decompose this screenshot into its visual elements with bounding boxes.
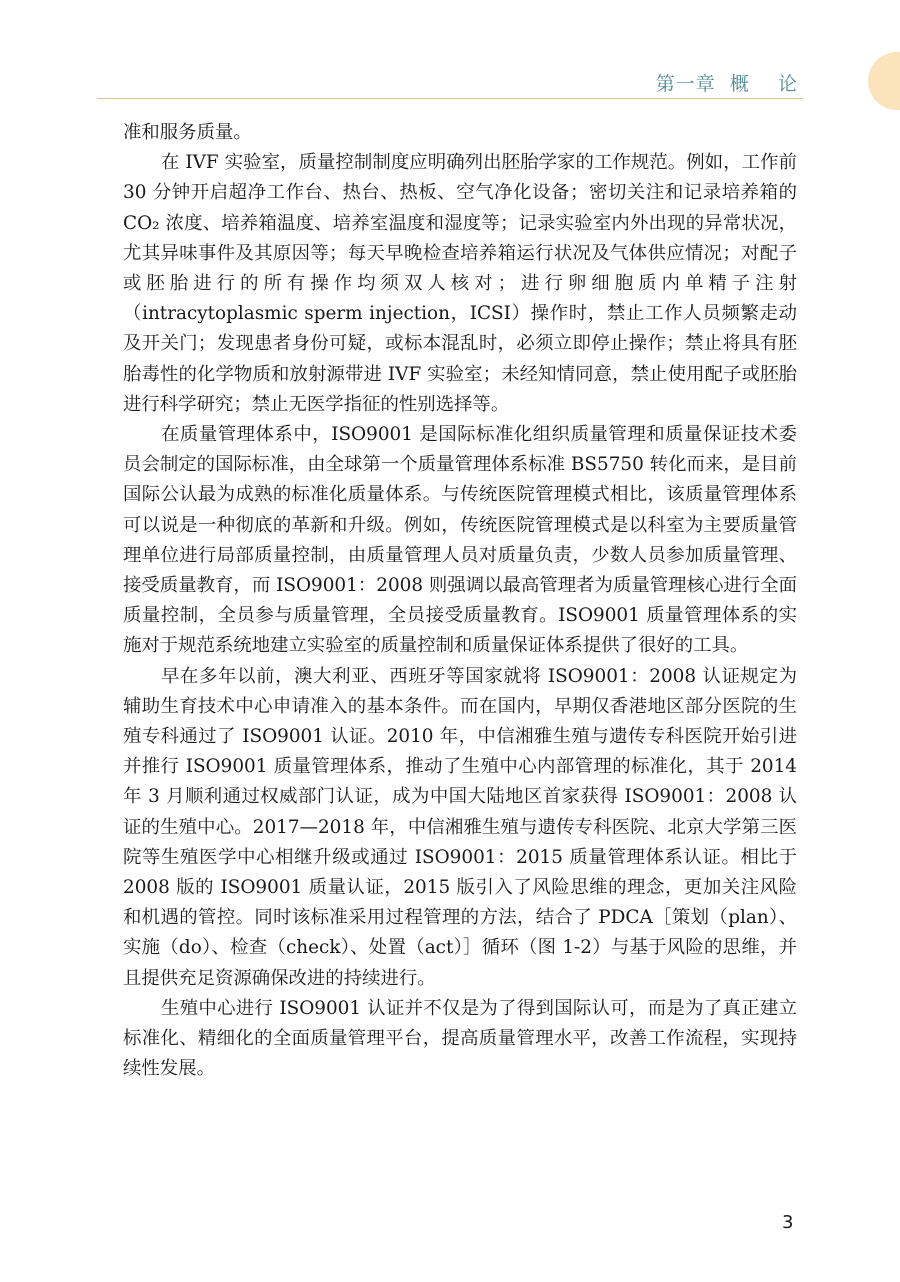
page-number: 3 (782, 1212, 794, 1233)
body-text (123, 118, 797, 1085)
header-divider (97, 98, 803, 99)
paragraph-iso9001-history: 早在多年以前，澳大利亚、西班牙等国家就将 ISO9001：2008 认证规定为辅助生育技术中心申请准入的基本条件。而在国内，早期仅香港地区部分医院的生殖专科通过了 ISO9001 认证。2010 年，中信湘雅生殖与遗传专科医院开始引进并推行 ISO9001 质量管理体系，推动了生殖中心内部管理的标准化，其于 2014 年 3 月顺利通过权威部门认证，成为中国大陆地区首家获得 ISO9001：2008 认证的生殖中心。2017—2018 年，中信湘雅生殖与遗传专科医院、北京大学第三医院等生殖医学中心相继升级或通过 ISO9001：2015 质量管理体系认证。相比于 2008 版的 ISO9001 质量认证，2015 版引入了风险思维的理念，更加关注风险和机遇的管控。同时该标准采用过程管理的方法，结合了 PDCA［策划（plan）、实施（do）、检查（check）、处置（act）］循环（图 1-2）与基于风险的思维，并且提供充足资源确保改进的持续进行。 (123, 665, 797, 989)
paragraph-continuation: 准和服务质量。 (123, 122, 252, 143)
paragraph-iso9001-purpose: 生殖中心进行 ISO9001 认证并不仅是为了得到国际认可，而是为了真正建立标准化、精细化的全面质量管理平台，提高质量管理水平，改善工作流程，实现持续性发展。 (123, 997, 797, 1080)
chapter-title: 第一章 概 论 (655, 73, 798, 95)
paragraph-ivf-lab-rules: 在 IVF 实验室，质量控制制度应明确列出胚胎学家的工作规范。例如，工作前 30 分钟开启超净工作台、热台、热板、空气净化设备；密切关注和记录培养箱的 CO₂ 浓度、培养箱温度、培养室温度和湿度等；记录实验室内外出现的异常状况，尤其异味事件及其原因等；每天早晚检查培养箱运行状况及气体供应情况；对配子或胚胎进行的所有操作均须双人核对；进行卵细胞质内单精子注射（intracytoplasmic sperm injection，ICSI）操作时，禁止工作人员频繁走动及开关门；发现患者身份可疑，或标本混乱时，必须立即停止操作；禁止将具有胚胎毒性的化学物质和放射源带进 IVF 实验室；未经知情同意，禁止使用配子或胚胎进行科学研究；禁止无医学指征的性别选择等。 (123, 152, 797, 415)
page-header (0, 0, 900, 100)
paragraph-iso9001-overview: 在质量管理体系中，ISO9001 是国际标准化组织质量管理和质量保证技术委员会制定的国际标准，由全球第一个质量管理体系标准 BS5750 转化而来，是目前国际公认最为成熟的标准化质量体系。与传统医院管理模式相比，该质量管理体系可以说是一种彻底的革新和升级。例如，传统医院管理模式是以科室为主要质量管理单位进行局部质量控制，由质量管理人员对质量负责，少数人员参加质量管理、接受质量教育，而 ISO9001：2008 则强调以最高管理者为质量管理核心进行全面质量控制，全员参与质量管理，全员接受质量教育。ISO9001 质量管理体系的实施对于规范系统地建立实验室的质量控制和质量保证体系提供了很好的工具。 (123, 424, 797, 657)
